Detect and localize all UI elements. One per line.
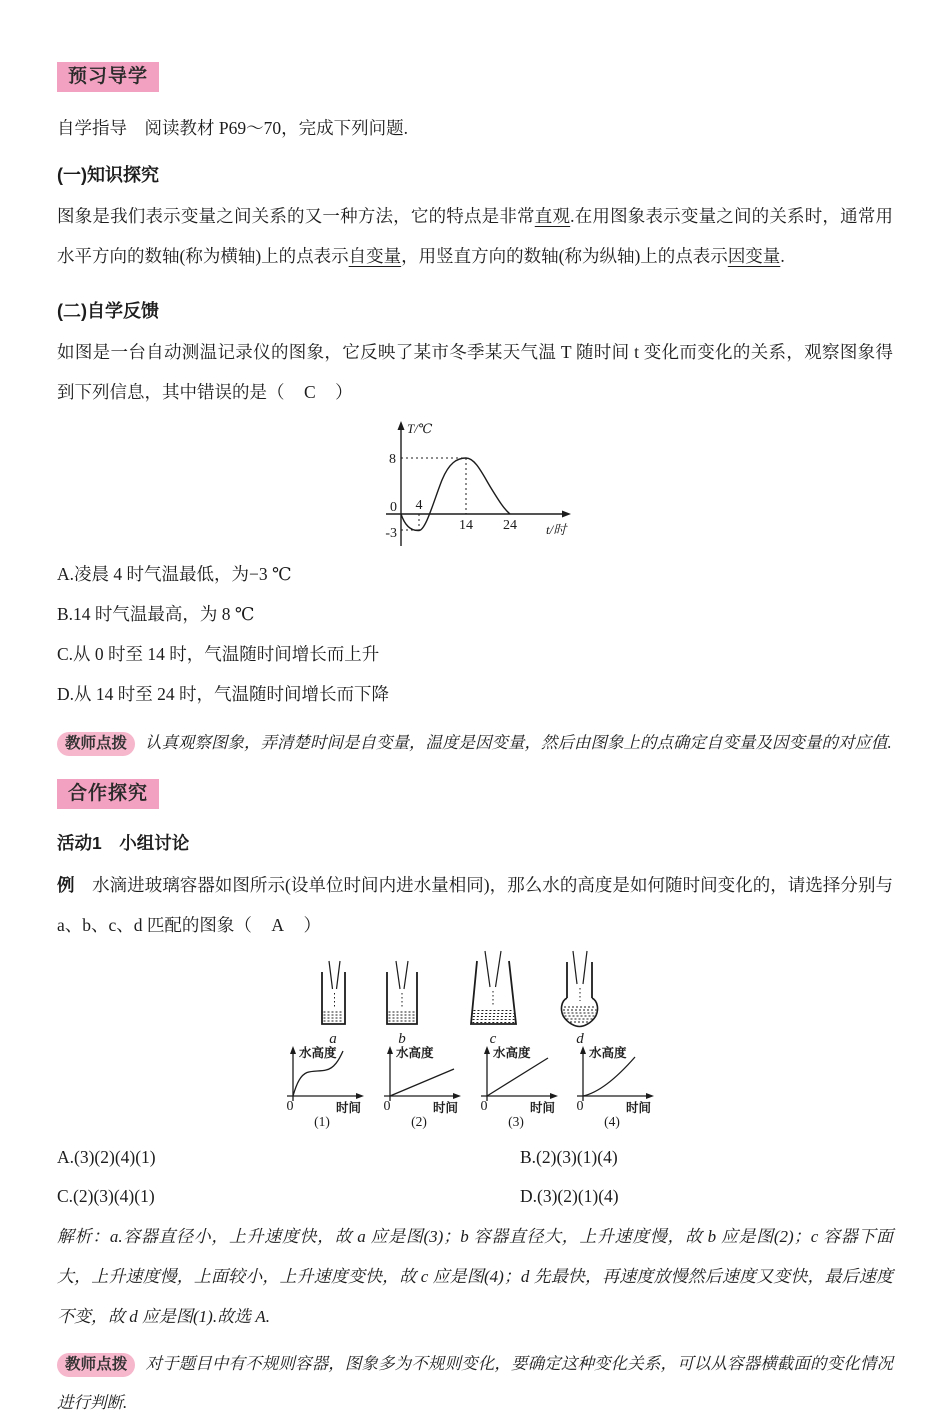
water-level-d — [563, 1007, 597, 1022]
x-axis-arrow-icon — [356, 1093, 364, 1099]
x-tick-24: 24 — [503, 518, 517, 533]
example-stem-close: ） — [286, 915, 322, 935]
teacher-tip-badge: 教师点拨 — [57, 1353, 135, 1377]
option-b: B.(2)(3)(1)(4) — [520, 1147, 618, 1167]
water-height-label: 水高度 — [396, 1046, 434, 1060]
water-height-label: 水高度 — [589, 1046, 627, 1060]
section-badge-preview: 预习导学 — [57, 62, 159, 92]
teacher-tip-2 — [57, 1345, 893, 1422]
dropper-icon — [485, 951, 501, 1005]
option-c: C.(2)(3)(4)(1) — [57, 1186, 155, 1206]
container-b — [387, 961, 417, 1047]
container-c — [471, 951, 516, 1047]
dropper-icon — [573, 951, 587, 1001]
teacher-tip-badge: 教师点拨 — [57, 732, 135, 756]
graph-1-caption: (1) — [314, 1114, 330, 1129]
option-b: B.14 时气温最高，为 8 ℃ — [57, 604, 255, 624]
water-level-a — [324, 1012, 344, 1021]
question1-stem-close: ） — [317, 382, 353, 402]
option-c: C.从 0 时至 14 时，气温随时间增长而上升 — [57, 644, 380, 664]
containers-figure — [280, 949, 893, 1129]
containers-graphs — [280, 949, 700, 1129]
time-label: 时间 — [626, 1101, 652, 1115]
question1-stem — [57, 332, 893, 412]
y-axis-arrow-icon — [387, 1046, 393, 1054]
water-level-b — [389, 1012, 416, 1021]
water-level-c — [472, 1011, 514, 1023]
time-label: 时间 — [433, 1101, 459, 1115]
container-d-label: d — [576, 1031, 584, 1047]
curve-4 — [583, 1057, 635, 1096]
origin-label: 0 — [286, 1099, 294, 1114]
temperature-figure — [350, 418, 893, 548]
question1-options — [57, 564, 893, 705]
feedback-heading: (二)自学反馈 — [57, 301, 159, 321]
example-answer: A — [271, 915, 285, 935]
knowledge-blank-1: 直观 — [534, 206, 571, 226]
origin-label: 0 — [576, 1099, 584, 1114]
teacher-tip-1-text: 认真观察图象，弄清楚时间是自变量，温度是因变量，然后由图象上的点确定自变量及因变量的对应值. — [145, 733, 892, 752]
y-tick-0: 0 — [390, 500, 397, 515]
origin-label: 0 — [383, 1099, 391, 1114]
x-axis-arrow-icon — [646, 1093, 654, 1099]
water-height-label: 水高度 — [493, 1046, 531, 1060]
y-axis-arrow-icon — [484, 1046, 490, 1054]
temperature-graph — [350, 418, 650, 548]
x-axis-arrow-icon — [550, 1093, 558, 1099]
y-axis-label: T/℃ — [407, 421, 433, 436]
y-tick-8: 8 — [389, 452, 396, 467]
water-graph-3 — [481, 1045, 559, 1129]
x-tick-4: 4 — [415, 498, 423, 513]
y-axis-arrow-icon — [398, 421, 405, 430]
y-axis-arrow-icon — [580, 1046, 586, 1054]
water-graph-2 — [384, 1045, 462, 1129]
x-axis-arrow-icon — [453, 1093, 461, 1099]
section-badge-cooperation: 合作探究 — [57, 779, 159, 809]
water-graph-4 — [577, 1045, 655, 1129]
option-a: A.(3)(2)(4)(1) — [57, 1147, 156, 1167]
water-graph-1 — [287, 1045, 365, 1129]
example-stem-text: 水滴进玻璃容器如图所示(设单位时间内进水量相同)，那么水的高度是如何随时间变化的，请选择分别与 a、b、c、d 匹配的图象（ — [57, 875, 894, 935]
y-tick-neg3: -3 — [385, 526, 397, 541]
graph-3-caption: (3) — [508, 1114, 524, 1129]
graph-4-caption: (4) — [604, 1114, 620, 1129]
analysis-paragraph: 解析：a.容器直径小，上升速度快，故 a 应是图(3)；b 容器直径大，上升速度慢，故 b 应是图(2)；c 容器下面大，上升速度慢，上面较小，上升速度变快，故 c 应是图(4)；d 先最快，再速度放慢然后速度又变快，最后速度不变，故 d 应是图(1).故选 A. — [57, 1227, 893, 1326]
teacher-tip-1 — [57, 724, 893, 763]
question2-options — [57, 1147, 893, 1207]
container-a — [322, 961, 345, 1047]
container-c-label: c — [489, 1031, 497, 1047]
knowledge-blank-2: 自变量 — [348, 246, 402, 266]
curve-2 — [390, 1069, 454, 1096]
self-study-guide: 自学指导 阅读教材 P69～70，完成下列问题. — [57, 118, 408, 138]
origin-label: 0 — [480, 1099, 488, 1114]
activity-heading: 活动1 小组讨论 — [57, 833, 190, 853]
water-height-label: 水高度 — [299, 1046, 337, 1060]
x-tick-14: 14 — [459, 518, 473, 533]
time-label: 时间 — [530, 1101, 556, 1115]
knowledge-seg1: 图象是我们表示变量之间关系的又一种方法，它的特点是非常 — [57, 206, 535, 226]
example-label: 例 — [57, 875, 75, 895]
knowledge-seg2: .在用图象表示变量之间的关系时，通常用水平方向的数轴(称为横轴)上的点表示 — [57, 206, 894, 266]
option-d: D.从 14 时至 24 时，气温随时间增长而下降 — [57, 684, 390, 704]
knowledge-paragraph — [57, 196, 893, 276]
y-axis-arrow-icon — [290, 1046, 296, 1054]
dropper-icon — [329, 961, 340, 1007]
x-axis-arrow-icon — [562, 511, 571, 518]
question1-answer: C — [304, 382, 316, 402]
x-axis-label: t/时 — [546, 522, 567, 537]
question1-stem-text: 如图是一台自动测温记录仪的图象，它反映了某市冬季某天气温 T 随时间 t 变化而变化的关系，观察图象得到下列信息，其中错误的是（ — [57, 342, 893, 402]
graph-2-caption: (2) — [411, 1114, 427, 1129]
time-label: 时间 — [336, 1101, 362, 1115]
container-b-label: b — [398, 1031, 406, 1047]
container-a-label: a — [329, 1031, 337, 1047]
temperature-curve — [401, 458, 510, 531]
container-d — [561, 951, 597, 1047]
option-a: A.凌晨 4 时气温最低，为−3 ℃ — [57, 564, 292, 584]
knowledge-blank-3: 因变量 — [727, 246, 781, 266]
option-d: D.(3)(2)(1)(4) — [520, 1186, 619, 1206]
knowledge-heading: (一)知识探究 — [57, 165, 159, 185]
example-stem — [57, 865, 893, 945]
curve-3 — [487, 1058, 548, 1096]
knowledge-seg3: ，用竖直方向的数轴(称为纵轴)上的点表示 — [401, 246, 728, 266]
knowledge-seg4: . — [780, 246, 785, 266]
teacher-tip-2-text: 对于题目中有不规则容器，图象多为不规则变化，要确定这种变化关系，可以从容器横截面的变化情况进行判断. — [57, 1354, 893, 1412]
dropper-icon — [396, 961, 408, 1007]
